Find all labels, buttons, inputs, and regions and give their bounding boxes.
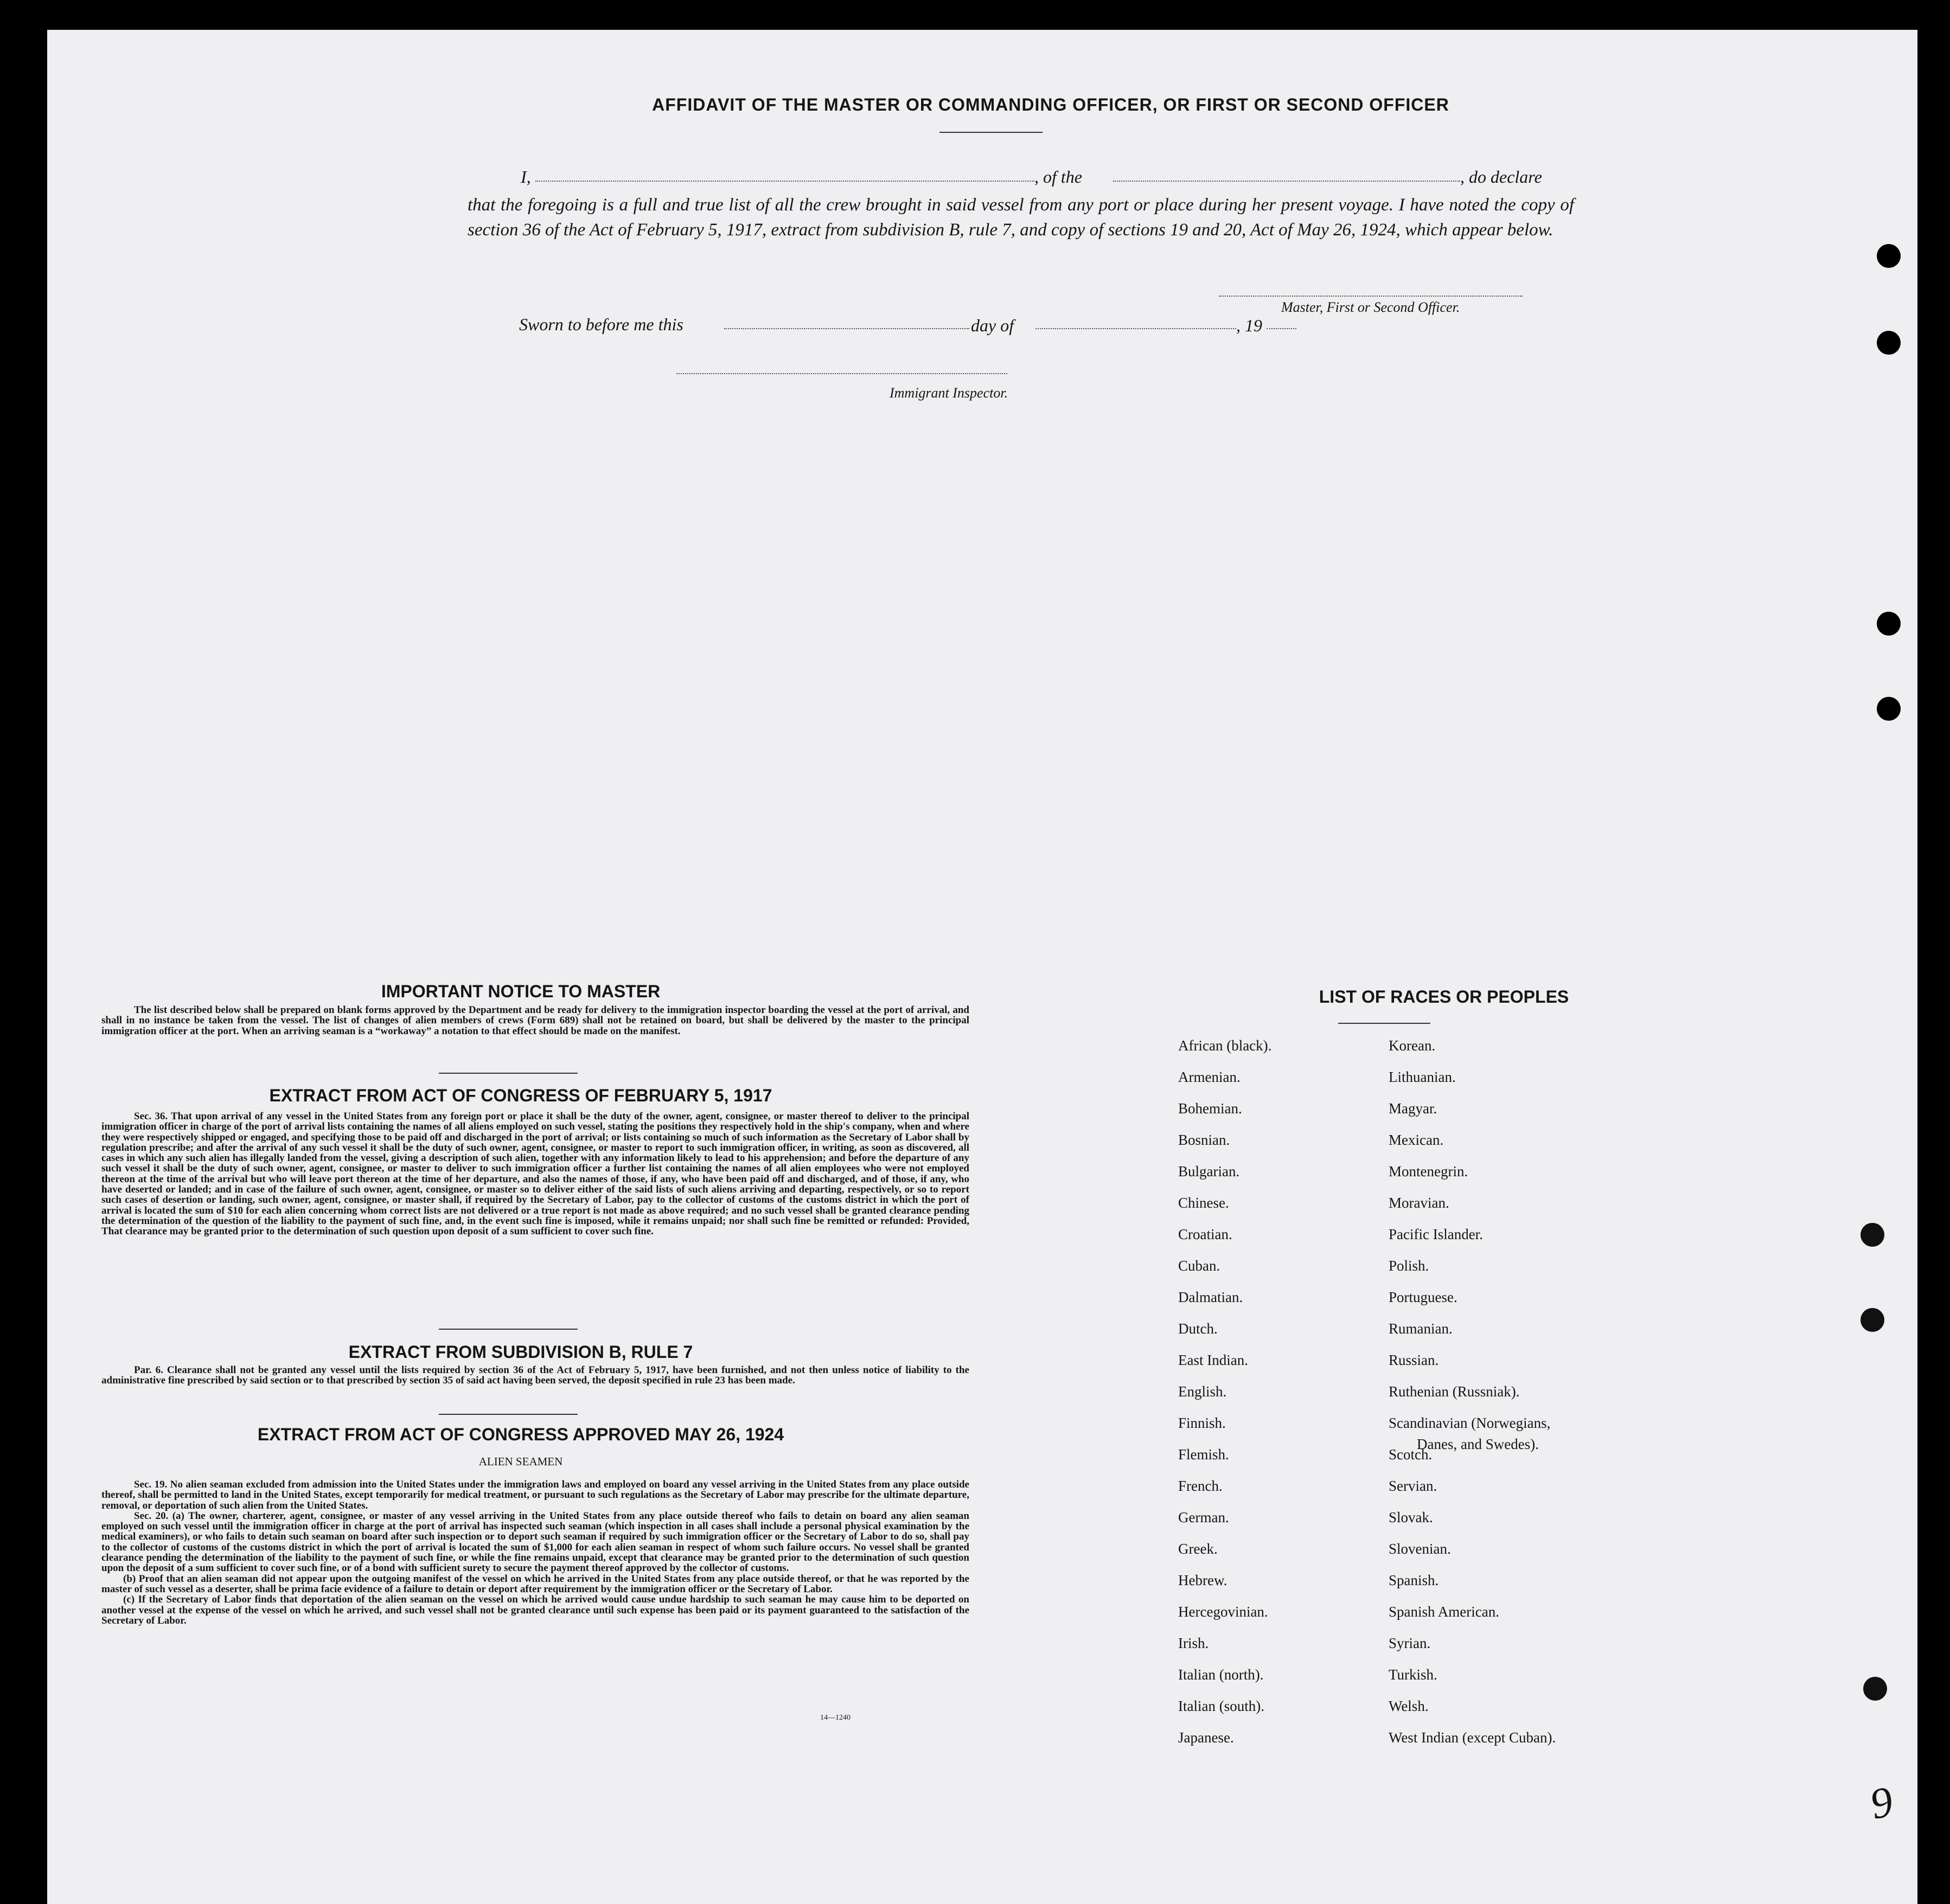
race-item: Welsh. (1389, 1698, 1429, 1714)
race-item: Servian. (1389, 1478, 1437, 1494)
race-item: African (black). (1178, 1037, 1272, 1054)
title-rule (939, 132, 1043, 133)
name-blank (535, 181, 1034, 182)
affidavit-title: AFFIDAVIT OF THE MASTER OR COMMANDING OFFICER, OR FIRST OR SECOND OFFICER (652, 95, 1449, 114)
affidavit-body: that the foregoing is a full and true list of all the crew brought in said vessel from any port or place during her present voyage. I have noted the copy of section 36 of the Act of February 5, 1917, extract from subdivision B, rule 7, and copy of sections 19 and 20, Act of May 26, 1924, which appear below. (468, 195, 1574, 240)
race-item: Cuban. (1178, 1258, 1220, 1274)
affidavit-do-declare: , do declare (1460, 167, 1542, 187)
sworn-label: Sworn to before me this (519, 315, 683, 334)
race-item: West Indian (except Cuban). (1389, 1729, 1556, 1746)
race-item: Dalmatian. (1178, 1289, 1243, 1305)
race-item: Russian. (1389, 1352, 1439, 1368)
race-item: East Indian. (1178, 1352, 1248, 1368)
race-item: Slovenian. (1389, 1541, 1451, 1557)
race-item: Magyar. (1389, 1100, 1437, 1117)
binder-hole (1877, 331, 1901, 355)
year-label: , 19 (1236, 316, 1262, 335)
races-col2-continuation: Danes, and Swedes). (1417, 1436, 1539, 1452)
race-item: Armenian. (1178, 1069, 1241, 1085)
year-blank (1267, 328, 1296, 329)
binder-hole (1877, 697, 1901, 721)
race-item: Montenegrin. (1389, 1163, 1468, 1179)
binder-hole (1861, 1223, 1884, 1247)
sec-19-text: Sec. 19. No alien seaman excluded from admission into the United States under the immigration laws and employed on board any vessel arriving in the United States from any place outside thereof, shall be permitted to land in the United States, except temporarily for medical treatment, or pursuant to such regulations as the Secretary of Labor may prescribe for the ultimate departure, removal, or deportation of such alien from the United States. (101, 1479, 969, 1511)
races-col-1 (1178, 1037, 1384, 1761)
corner-handwritten-mark: 9 (1866, 1777, 1897, 1829)
binder-hole (1861, 1308, 1884, 1332)
race-item: Slovak. (1389, 1509, 1433, 1525)
master-signature-label: Master, First or Second Officer. (1281, 299, 1460, 315)
binder-hole (1863, 1677, 1887, 1701)
race-item: Mexican. (1389, 1132, 1444, 1148)
race-item: Polish. (1389, 1258, 1429, 1274)
race-item: German. (1178, 1509, 1229, 1525)
race-item: Hebrew. (1178, 1572, 1227, 1588)
race-item: Turkish. (1389, 1666, 1437, 1683)
notice-text: The list described below shall be prepared on blank forms approved by the Department and be ready for delivery to the immigration inspector boarding the vessel at the port of arrival, and shall in no instance be taken from the vessel. The list of changes of alien members of crews (Form 689) shall not be retained on board, but shall be delivered by the master to the principal immigration officer at the port. When an arriving seaman is a “workaway” a notation to that effect should be made on the manifest. (101, 1004, 969, 1037)
race-item: Spanish. (1389, 1572, 1439, 1588)
race-item: Portuguese. (1389, 1289, 1457, 1305)
race-item: English. (1178, 1383, 1227, 1400)
rule7-title: EXTRACT FROM SUBDIVISION B, RULE 7 (348, 1342, 693, 1362)
race-item: Lithuanian. (1389, 1069, 1456, 1085)
form-number: 14—1240 (820, 1714, 851, 1722)
document-page (47, 30, 1917, 1904)
race-item: Pacific Islander. (1389, 1226, 1483, 1242)
sec-20a-text: Sec. 20. (a) The owner, charterer, agent, consignee, or master of any vessel arriving in the United States from any place outside thereof who fails to detain on board any alien seaman employed on such vessel until the immigration officer in charge at the port of arrival has inspected such seaman (which inspection in all cases shall include a personal physical examination by the medical examiners), or who fails to detain such seaman on board after such inspection or to deport such seaman if required by such immigration officer or the Secretary of Labor to do so, shall pay to the collector of customs of the customs district in which the port of arrival is located the sum of $1,000 for each alien seaman in respect of whom such failure occurs. No vessel shall be granted clearance pending the determination of the liability to the payment of such fine, or while the fine remains unpaid, except that clearance may be granted prior to the determination of such question upon the deposit of a sum sufficient to cover such fine, or of a bond with sufficient surety to secure the payment thereof approved by the collector of customs. (101, 1510, 969, 1574)
race-item: Rumanian. (1389, 1320, 1453, 1337)
race-item: French. (1178, 1478, 1223, 1494)
race-item: Japanese. (1178, 1729, 1234, 1746)
master-signature-line (1219, 296, 1523, 297)
rule7-text: Par. 6. Clearance shall not be granted any vessel until the lists required by section 36 of the Act of February 5, 1917, have been furnished, and not then unless notice of liability to the administrative fine prescribed by said section or to that prescribed by section 35 of said act having been served, the deposit specified in rule 23 has been made. (101, 1364, 969, 1387)
races-title: LIST OF RACES OR PEOPLES (1319, 987, 1569, 1007)
races-col-2 (1389, 1037, 1671, 1761)
race-item: Scandinavian (Norwegians, (1389, 1415, 1551, 1431)
race-item: Finnish. (1178, 1415, 1226, 1431)
race-item: Bohemian. (1178, 1100, 1242, 1117)
binder-hole (1877, 612, 1901, 636)
race-item: Moravian. (1389, 1195, 1449, 1211)
extract-1917-rule (439, 1329, 578, 1330)
race-item: Spanish American. (1389, 1604, 1499, 1620)
notice-rule (439, 1073, 578, 1074)
rule7-rule (439, 1414, 578, 1415)
race-item: Dutch. (1178, 1320, 1218, 1337)
inspector-signature-label: Immigrant Inspector. (890, 385, 1008, 401)
sworn-day-blank (724, 328, 969, 329)
race-item: Italian (south). (1178, 1698, 1264, 1714)
race-item: Bulgarian. (1178, 1163, 1240, 1179)
race-item: Irish. (1178, 1635, 1209, 1651)
sworn-month-blank (1035, 328, 1236, 329)
affidavit-i: I, (521, 167, 531, 187)
extract-1917-text: Sec. 36. That upon arrival of any vessel in the United States from any foreign port or place it shall be the duty of the owner, agent, consignee, or master thereof to deliver to the principal immigration officer in charge of the port of arrival lists containing the names of all aliens employed on such vessel, stating the positions they respectively hold in the ship's company, when and where they were respectively shipped or engaged, and specifying those to be paid off and discharged in the port of arrival; or lists containing so much of such information as the Secretary of Labor shall by regulation prescribe; and after the arrival of any such vessel it shall be the duty of such owner, agent, consignee, or master to report to such immigration officer, in writing, as soon as discovered, all cases in which any such alien has illegally landed from the vessel, giving a description of such alien, together with any information likely to lead to his apprehension; and before the departure of any such vessel it shall be the duty of such owner, agent, consignee, or master to deliver to such immigration officer a further list containing the names of all alien employees who were not employed thereon at the time of the arrival but who will leave port thereon at the time of her departure, and also the names of those, if any, who have been paid off and discharged, and of those, if any, who have deserted or landed; and in case of the failure of such owner, agent, consignee, or master so to deliver either of the said lists of such aliens arriving and departing, respectively, or so to report such cases of desertion or landing, such owner, agent, consignee, or master shall, if required by the Secretary of Labor, pay to the collector of customs of the customs district in which the port of arrival is located the sum of $10 for each alien concerning whom correct lists are not delivered or a true report is not made as above required; and no such vessel shall be granted clearance pending the determination of the question of the liability to the payment of such fine, and, in the event such fine is imposed, while it remains unpaid; nor shall such fine be remitted or refunded: Provided, That clearance may be granted prior to the determination of such question upon deposit of a sum sufficient to cover such fine. (101, 1111, 969, 1238)
races-rule (1338, 1023, 1430, 1024)
vessel-blank (1113, 181, 1460, 182)
race-item: Syrian. (1389, 1635, 1431, 1651)
sec-20b-text: (b) Proof that an alien seaman did not appear upon the outgoing manifest of the vessel on which he arrived in the United States from any place outside thereof, or that he was reported by the master of such vessel as a deserter, shall be prima facie evidence of a failure to detain or deport after requirement by the immigration officer or the Secretary of Labor. (101, 1573, 969, 1595)
race-item: Bosnian. (1178, 1132, 1230, 1148)
race-item: Greek. (1178, 1541, 1218, 1557)
race-item: Italian (north). (1178, 1666, 1264, 1683)
affidavit-of-the: , of the (1034, 167, 1082, 187)
race-item: Croatian. (1178, 1226, 1232, 1242)
extract-1924-title: EXTRACT FROM ACT OF CONGRESS APPROVED MAY 26, 1924 (257, 1425, 784, 1444)
race-item: Hercegovinian. (1178, 1604, 1268, 1620)
extract-1917-title: EXTRACT FROM ACT OF CONGRESS OF FEBRUARY 5, 1917 (269, 1086, 772, 1105)
inspector-signature-line (676, 373, 1007, 374)
race-item: Korean. (1389, 1037, 1436, 1054)
alien-seamen-subtitle: ALIEN SEAMEN (478, 1455, 563, 1468)
race-item: Flemish. (1178, 1446, 1229, 1463)
race-item: Ruthenian (Russniak). (1389, 1383, 1520, 1400)
binder-hole (1877, 244, 1901, 268)
day-of-label: day of (971, 316, 1014, 335)
sec-20c-text: (c) If the Secretary of Labor finds that deportation of the alien seaman on the vessel on which he arrived would cause undue hardship to such seaman he may cause him to be deported on another vessel at the expense of the vessel on which he arrived, and such vessel shall not be granted clearance until such expense has been paid or its payment guaranteed to the satisfaction of the Secretary of Labor. (101, 1594, 969, 1626)
extract-1924-sections (101, 1479, 969, 1626)
race-item: Chinese. (1178, 1195, 1229, 1211)
notice-title: IMPORTANT NOTICE TO MASTER (381, 982, 661, 1001)
race-item: Scotch. (1389, 1446, 1433, 1463)
